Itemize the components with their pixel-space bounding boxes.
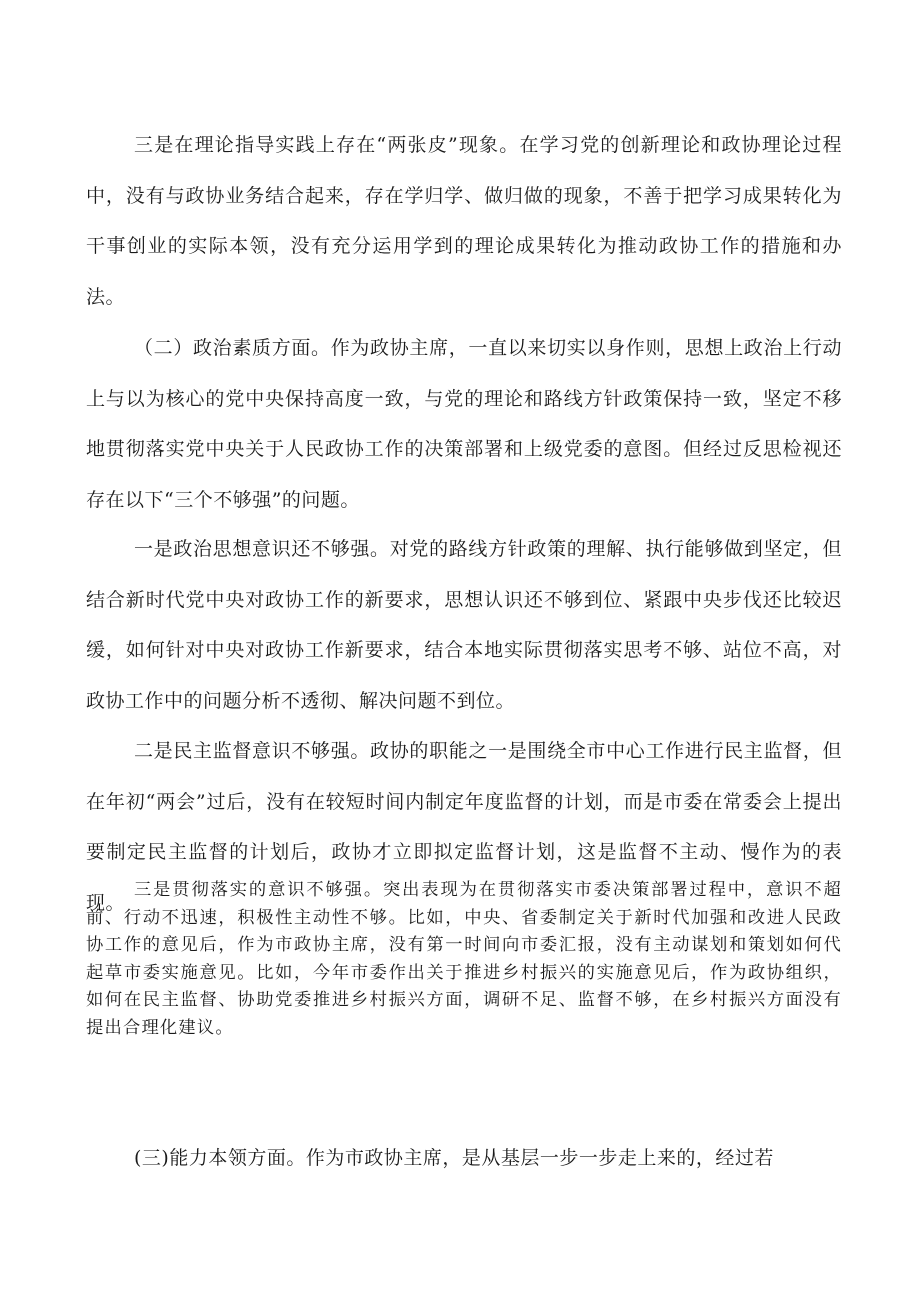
paragraph-political-quality: （二）政治素质方面。作为政协主席，一直以来切实以身作则，思想上政治上行动上与以为核心的党中央保持高度一致，与党的理论和路线方针政策保持一致，坚定不移地贯彻落实党中央关于人民政协工作的决策部署和上级党委的意图。但经过反思检视还存在以下“三个不够强”的问题。 — [86, 337, 842, 511]
paragraph-theory-practice: 三是在理论指导实践上存在“两张皮”现象。在学习党的创新理论和政协理论过程中，没有与政协业务结合起来，存在学归学、做归做的现象，不善于把学习成果转化为干事创业的实际本领，没有充分运用学到的理论成果转化为推动政协工作的措施和办法。 — [86, 134, 842, 308]
paragraph-capability: (三)能力本领方面。作为市政协主席，是从基层一步一步走上来的，经过若 — [134, 1147, 774, 1169]
paragraph-democratic-supervision: 二是民主监督意识不够强。政协的职能之一是围绕全市中心工作进行民主监督，但在年初“两会”过后，没有在较短时间内制定年度监督的计划，而是市委在常委会上提出要制定民主监督的计划后，政协才立即拟定监督计划，这是监督不主动、慢作为的表现。 — [86, 740, 842, 914]
paragraph-implementation-awareness: 三是贯彻落实的意识不够强。突出表现为在贯彻落实市委决策部署过程中，意识不超前、行动不迅速，积极性主动性不够。比如，中央、省委制定关于新时代加强和改进人民政协工作的意见后，作为市政协主席，没有第一时间向市委汇报，没有主动谋划和策划如何代起草市委实施意见。比如，今年市委作出关于推进乡村振兴的实施意见后，作为政协组织，如何在民主监督、协助党委推进乡村振兴方面，调研不足、监督不够，在乡村振兴方面没有提出合理化建议。 — [86, 880, 842, 1038]
paragraph-political-awareness: 一是政治思想意识还不够强。对党的路线方针政策的理解、执行能够做到坚定，但结合新时代党中央对政协工作的新要求，思想认识还不够到位、紧跟中央步伐还比较迟缓，如何针对中央对政协工作新要求，结合本地实际贯彻落实思考不够、站位不高，对政协工作中的问题分析不透彻、解决问题不到位。 — [86, 538, 842, 712]
